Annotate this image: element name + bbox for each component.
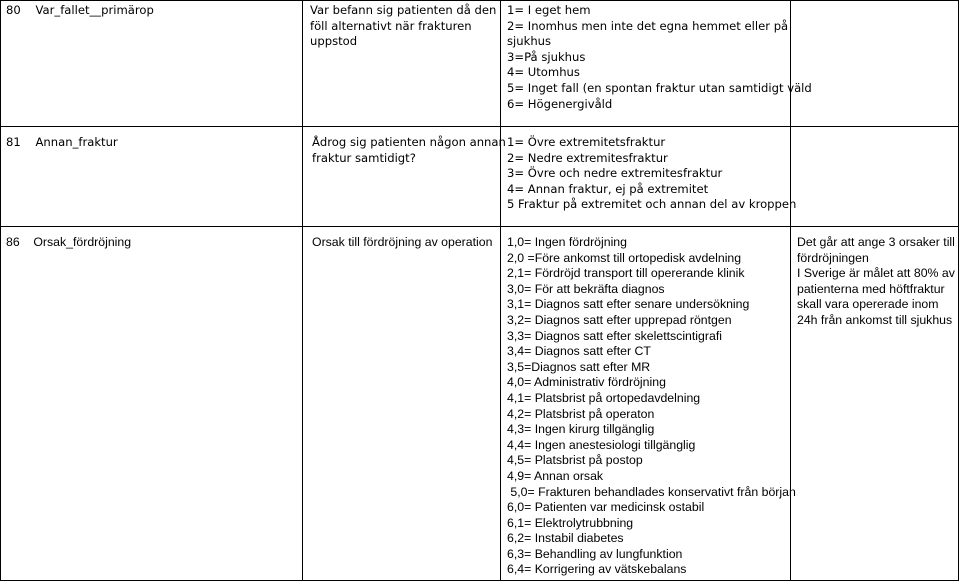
value-line: 3= Övre och nedre extremitesfraktur [507, 166, 723, 181]
description-cell [310, 3, 496, 50]
value-line: 1,0= Ingen fördröjning [507, 235, 627, 249]
value-line: 4,5= Platsbrist på postop [507, 453, 643, 468]
value-line: 2= Inomhus men inte det egna hemmet eller på [507, 18, 789, 33]
value-line: 1= Övre extremitetsfraktur [507, 135, 666, 149]
value-line: 4,1= Platsbrist på ortopedavdelning [507, 390, 701, 405]
value-line: 4,4= Ingen anestesiologi tillgänglig [507, 437, 696, 452]
value-line: 3,2= Diagnos satt efter upprepad röntgen [507, 312, 732, 327]
value-line: 6= Högenergivåld [507, 96, 613, 111]
description-line: uppstod [310, 34, 358, 49]
variable-name: 80 Var_fallet__primärop [6, 3, 154, 17]
value-line: 6,3= Behandling av lungfunktion [507, 546, 683, 561]
value-line: 2,0 =Före ankomst till ortopedisk avdelning [507, 250, 742, 265]
value-line: 4,9= Annan orsak [507, 468, 604, 483]
description-cell [312, 235, 492, 251]
variable-name: 81 Annan_fraktur [6, 135, 118, 149]
row-divider [0, 0, 959, 1]
value-line: 3,5=Diagnos satt efter MR [507, 359, 651, 374]
value-line: 4,0= Administrativ fördröjning [507, 375, 666, 390]
value-line: 4= Utomhus [507, 65, 580, 80]
value-line: 2,1= Fördröjd transport till opererande klinik [507, 266, 745, 281]
value-line: 4,2= Platsbrist på operaton [507, 406, 655, 421]
value-line: 3,1= Diagnos satt efter senare undersökning [507, 297, 750, 312]
value-line: sjukhus [507, 34, 552, 49]
description-line: Ådrog sig patienten någon annan [312, 135, 506, 149]
comment-line: fördröjningen [797, 250, 869, 265]
variable-name: 86 Orsak_fördröjning [6, 235, 132, 249]
comment-cell [797, 235, 955, 329]
value-line: 3=På sjukhus [507, 49, 586, 64]
description-line: fraktur samtidigt? [312, 150, 416, 165]
values-cell [507, 235, 796, 578]
values-cell [507, 135, 796, 213]
value-line: 4,3= Ingen kirurg tillgänglig [507, 422, 655, 437]
comment-line: Det går att ange 3 orsaker till [797, 235, 955, 249]
description-line: Orsak till fördröjning av operation [312, 235, 493, 249]
value-line: 6,2= Instabil diabetes [507, 531, 624, 546]
comment-line: patienterna med höftfraktur [797, 281, 945, 296]
value-line: 2= Nedre extremitesfraktur [507, 150, 668, 165]
value-line: 6,4= Korrigering av vätskebalans [507, 562, 687, 577]
description-cell [312, 135, 506, 166]
description-line: Var befann sig patienten då den [310, 3, 497, 17]
value-line: 5 Fraktur på extremitet och annan del av kroppen [507, 197, 797, 212]
value-line: 6,0= Patienten var medicinsk ostabil [507, 500, 705, 515]
values-cell [507, 3, 812, 112]
description-line: föll alternativt när frakturen [310, 18, 472, 33]
comment-line: skall vara opererade inom [797, 297, 939, 312]
column-divider [0, 0, 1, 581]
row-divider [0, 126, 959, 127]
column-divider [302, 0, 303, 581]
table-row [6, 135, 118, 151]
value-line: 1= I eget hem [507, 3, 591, 17]
value-line: 4= Annan fraktur, ej på extremitet [507, 181, 709, 196]
value-line: 6,1= Elektrolytrubbning [507, 515, 634, 530]
value-line: 5,0= Frakturen behandlades konservativt från början [507, 484, 796, 499]
table-row [6, 235, 131, 251]
value-line: 3,4= Diagnos satt efter CT [507, 344, 651, 359]
comment-line: I Sverige är målet att 80% av [797, 266, 955, 281]
comment-line: 24h från ankomst till sjukhus [797, 312, 953, 327]
value-line: 5= Inget fall (en spontan fraktur utan samtidigt väld [507, 80, 812, 95]
value-line: 3,0= För att bekräfta diagnos [507, 281, 665, 296]
value-line: 3,3= Diagnos satt efter skelettscintigrafi [507, 328, 722, 343]
row-divider [0, 226, 959, 227]
table-row [6, 3, 154, 19]
column-divider [500, 0, 501, 581]
